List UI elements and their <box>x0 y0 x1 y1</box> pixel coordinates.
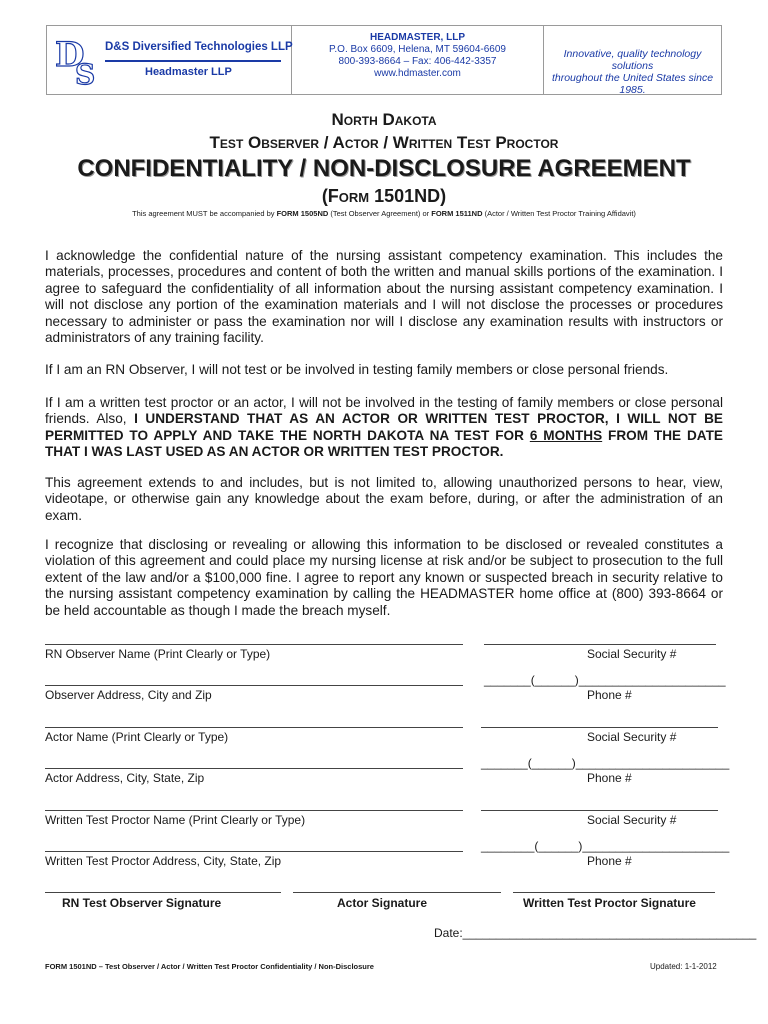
observer-address-label: Observer Address, City and Zip <box>45 688 212 702</box>
proctor-signature-label: Written Test Proctor Signature <box>523 896 696 910</box>
title-state: North Dakota <box>331 110 437 129</box>
rn-signature-label: RN Test Observer Signature <box>62 896 222 910</box>
contact-company: HEADMASTER, LLP <box>370 32 465 43</box>
observer-address-line[interactable] <box>45 685 463 686</box>
logo-company-name: D&S Diversified Technologies LLP <box>105 41 293 53</box>
rn-name-line[interactable] <box>45 644 463 645</box>
actor-address-label: Actor Address, City, State, Zip <box>45 771 205 785</box>
rn-signature-line[interactable] <box>45 892 281 893</box>
svg-text:D: D <box>55 35 85 75</box>
actor-phone-field[interactable]: _______(______)_______________________ <box>481 756 730 770</box>
actor-phone-label: Phone # <box>587 771 632 785</box>
proctor-ssn-line[interactable] <box>481 810 718 811</box>
contact-address: P.O. Box 6609, Helena, MT 59604-6609 <box>329 44 506 55</box>
proctor-phone-field[interactable]: ________(______)______________________ <box>481 839 730 853</box>
title-form-number: (Form 1501ND) <box>321 186 447 206</box>
paragraph-extends: This agreement extends to and includes, but is not limited to, allowing unauthorized persons to hear, view, videotape, or otherwise gain any knowledge about the exam before, during, or after the administration of an exam. <box>45 475 723 523</box>
title-roles: Test Observer / Actor / Written Test Proctor <box>209 133 559 152</box>
proctor-signature-line[interactable] <box>513 892 715 893</box>
contact-block <box>292 26 544 94</box>
footer-updated: Updated: 1-1-2012 <box>650 962 717 971</box>
actor-signature-line[interactable] <box>293 892 501 893</box>
paragraph-recognize: I recognize that disclosing or revealing or allowing this information to be disclosed or revealed constitutes a violation of this agreement and could place my nursing license at risk and/or be subject to prosecution to the full extent of the law and/or a $100,000 fine. I agree to report any known or suspected breach in security relative to the nursing assistant competency examination by calling the HEADMASTER home office at (800) 393-8664 or be held accountable as though I made the breach myself. <box>45 537 723 618</box>
proctor-name-label: Written Test Proctor Name (Print Clearly or Type) <box>45 813 306 827</box>
svg-text:S: S <box>75 58 96 88</box>
contact-phone: 800-393-8664 – Fax: 406-442-3357 <box>338 56 497 67</box>
actor-address-line[interactable] <box>45 768 463 769</box>
proctor-name-line[interactable] <box>45 810 463 811</box>
letterhead <box>46 25 722 95</box>
actor-signature-label: Actor Signature <box>337 896 428 910</box>
logo-divider <box>105 60 281 62</box>
proctor-phone-label: Phone # <box>587 854 632 868</box>
paragraph-proctor-actor: If I am a written test proctor or an actor, I will not be involved in the testing of family members or close personal friends. Also, I UNDERSTAND THAT AS AN ACTOR OR WRITTEN TEST PROCTOR, I WILL NOT BE PERMITTED TO APPLY AND TAKE THE NORTH DAKOTA NA TEST FOR 6 MONTHS FROM THE DATE THAT I WAS LAST USED AS AN ACTOR OR WRITTEN TEST PROCTOR. <box>45 395 723 460</box>
actor-name-label: Actor Name (Print Clearly or Type) <box>45 730 229 744</box>
actor-ssn-label: Social Security # <box>587 730 677 744</box>
date-field[interactable]: Date:____________________________________________ <box>434 926 757 940</box>
rn-ssn-line[interactable] <box>484 644 716 645</box>
logo-block <box>47 26 292 94</box>
actor-name-line[interactable] <box>45 727 463 728</box>
rn-ssn-label: Social Security # <box>587 647 677 661</box>
tagline-block <box>544 26 721 94</box>
proctor-address-label: Written Test Proctor Address, City, State, Zip <box>45 854 282 868</box>
ds-logo-icon <box>53 32 103 88</box>
paragraph-rn-observer: If I am an RN Observer, I will not test or be involved in testing family members or close personal friends. <box>45 362 669 377</box>
proctor-address-line[interactable] <box>45 851 463 852</box>
observer-phone-field[interactable]: _______(______)______________________ <box>484 673 726 687</box>
observer-phone-label: Phone # <box>587 688 632 702</box>
footer-form-title: FORM 1501ND – Test Observer / Actor / Written Test Proctor Confidentiality / Non-Disclosure <box>45 962 374 971</box>
contact-website: www.hdmaster.com <box>374 68 461 79</box>
tagline-line-2: throughout the United States since 1985. <box>551 72 714 96</box>
logo-subcompany-name: Headmaster LLP <box>145 66 232 78</box>
proctor-ssn-label: Social Security # <box>587 813 677 827</box>
actor-ssn-line[interactable] <box>481 727 718 728</box>
paragraph-acknowledge: I acknowledge the confidential nature of the nursing assistant competency examination. This includes the materials, processes, procedures and content of both the written and manual skills portions of the examination. I agree to safeguard the confidentiality of all information about the nursing assistant competency examination. I will not disclose any portion of the examination materials and I will not disclose the processes or procedures necessary to administer or pass the examination nor will I disclose any examination results with instructors or administrators of any training facility. <box>45 248 723 346</box>
tagline-line-1: Innovative, quality technology solutions <box>563 48 702 72</box>
title-agreement: CONFIDENTIALITY / NON-DISCLOSURE AGREEMENT <box>77 155 691 182</box>
accompany-note: This agreement MUST be accompanied by FORM 1505ND (Test Observer Agreement) or FORM 1511ND (Actor / Written Test Proctor Training Affidavit) <box>132 209 636 218</box>
rn-name-label: RN Observer Name (Print Clearly or Type) <box>45 647 271 661</box>
